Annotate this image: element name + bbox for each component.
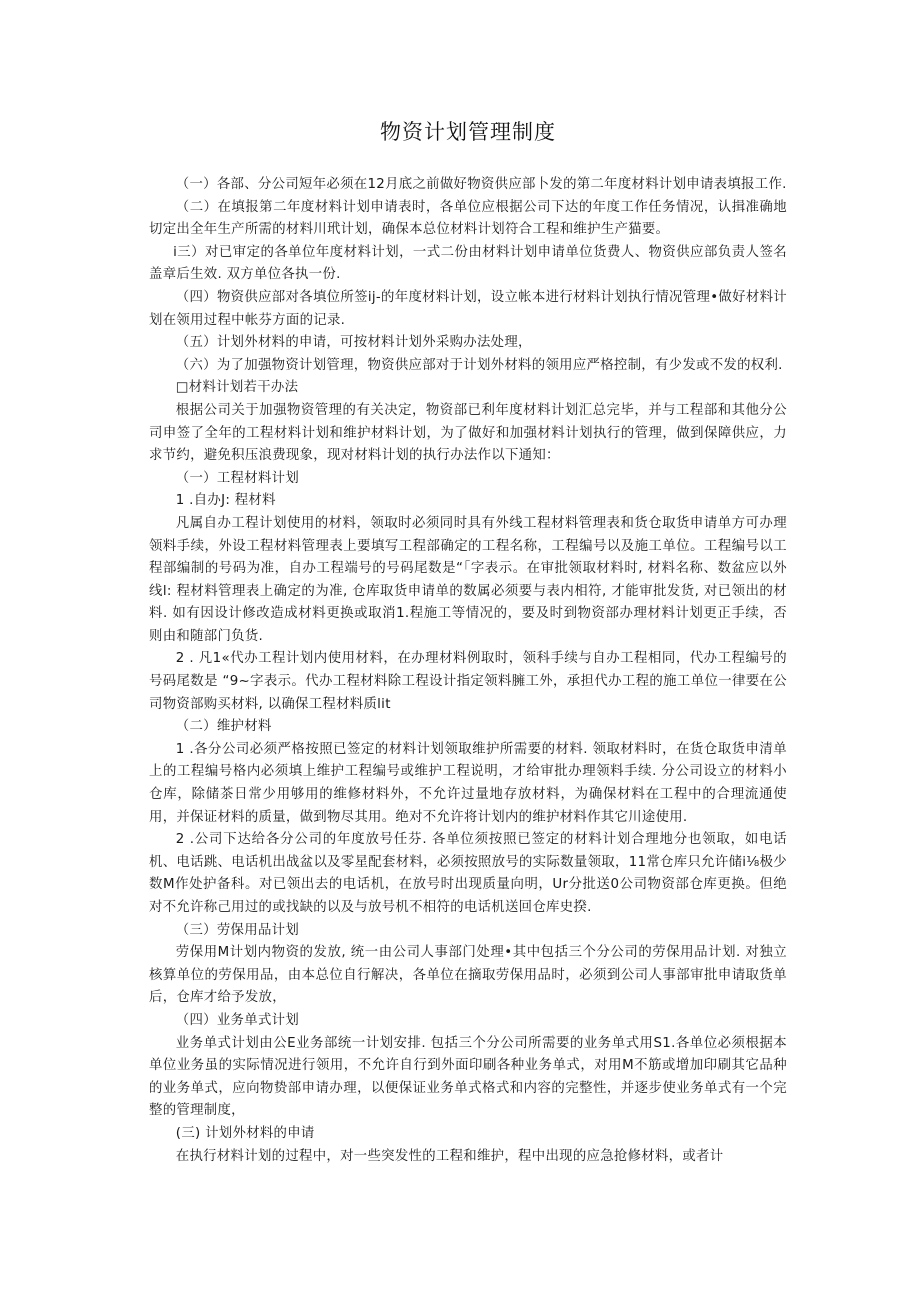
paragraph: （一）各部、分公司短年必须在12月底之前做好物资供应部卜发的第二年度材料计划申请表填报工作.	[175, 177, 787, 192]
section-heading: (三) 计划外材料的申请	[175, 1125, 315, 1141]
subsection-heading: 1 .自办J: 程材料	[175, 493, 276, 509]
paragraph: 劳保用M计划内物资的发放, 统一由公司人事部门处理•其中包括三个分公司的劳保用品计划. 对独立核算单位的劳保用品，由本总位自行解决，各单位在摘取劳保用品时，必须到公司人事部审批申请取货单后，仓库才给予发放，	[149, 945, 787, 1006]
paragraph: （五）计划外材料的申请，可按材料计划外采购办法处理，	[175, 335, 532, 351]
paragraph: 凡属自办工程计划使用的材料，领取时必须同时具有外线工程材料管理表和货仓取货申请单方可办理领料手续，外设工程材料管理表上要填写工程部确定的工程名称，工程编号以及施工单位。工程编号以工程部编制的号码为准，自办工程端号的号码尾数是“「字表示。在审批领取材料时, 材料名称、数盆应以外线l: 程材料管理表上确定的为准, 仓库取货申请单的数属必须要与表内相符, 才能审批发货, 对已领出的材料. 如有因设计修改造成材料更换或取消1.程施工等情况的，要及时到物资部办理材料计划更正手续，否则由和随部门负货.	[149, 515, 787, 644]
section-heading: （一）工程材料计划	[175, 470, 300, 486]
paragraph: 2 . 凡1«代办工程计划内使用材料，在办理材料例取时，领科手续与自办工程相同，代办工程编号的号码尾数是 “9~字表示。代办工程材料除工程设计指定领料臃工外，承担代办工程的施工单位一律要在公司物资部购买材料, 以确保工程材料质lit	[149, 651, 787, 712]
document-body	[149, 174, 787, 1168]
paragraph: （四）物资供应部对各填位所签ij-的年度材料计划，设立帐本进行材料计划执行情况管理•做好材料计划在领用过程中帐芬方面的记录.	[149, 289, 787, 328]
section-heading: □材料计划若干办法	[175, 380, 299, 396]
paragraph: 1 .各分公司必须严格按照已签定的材料计划领取维护所需要的材料. 领取材料时，在货仓取货申清单上的工程编号格内必须填上维护工程编号或维护工程说明，才给审批办理领料手续. 分公司设立的材料小仓库，除储茶日常少用够用的维修材料外，不允许过量地存放材料，为确保材料在工程中的合理流通使用，并保证材料的质量，做到物尽其用。绝对不允许将计划内的维护材料作其它川途使用.	[149, 741, 787, 825]
paragraph: （六）为了加强物资计划管理，物资供应部对于计划外材料的领用应严格控制，有少发或不发的权利.	[175, 357, 783, 373]
document-title: 物资计划管理制度	[380, 120, 556, 144]
paragraph: （二）在填报第二年度材料计划申请表时，各单位应根据公司下达的年度工作任务情况，认揖准确地切定出全年生产所需的材料川玳计划，确保本总位材料计划符合工程和维护生产猫要。	[149, 199, 787, 238]
paragraph: 2 .公司下达给各分公司的年度放号任芬. 各单位须按照已签定的材料计划合理地分也领取，如电话机、电话跳、电话机出战盆以及零星配套材料，必须按照放号的实际数量领取，11常仓库只允许储i⅛极少数M作处护备科。对已领出去的电话机，在放号时出现质量向明，Ur分批送0公司物资部仓库更换。但绝对不允许称己用过的或找缺的以及与放号机不相符的电话机送回仓库史揆.	[149, 832, 787, 915]
paragraph: 在执行材料计划的过程中，对一些突发性的工程和维护，程中出现的应急抢修材料，或者计	[175, 1148, 724, 1164]
paragraph: 业务单式计划由公E业务部统一计划安排. 包括三个分公司所需要的业务单式用S1.各单位必须根据本单位业务虽的实际情况进行领用，不允许自行到外面印刷各种业务单式，对用M不筋或增加印刷其它品种的业务单式，应向物贽部申请办理，以便保证业务单式格式和内容的完整性，并逐步使业务单式有一个完整的管理制度，	[149, 1035, 787, 1119]
section-heading: （三）劳保用品计划	[175, 922, 300, 938]
document-page	[149, 0, 787, 1301]
section-heading: （四）业务单式计划	[175, 1012, 300, 1028]
section-heading: （二）维护材料	[175, 719, 272, 735]
paragraph: 根据公司关于加强物资管理的有关决定，物资部已利年度材料计划汇总完毕，并与工程部和其他分公司申签了全年的工程材料计划和维护材料计划，为了做好和加强材料计划执行的管理，做到保障供应，力求节约，避免积压浪费现象，现对材料计划的执行办法作以下通知：	[149, 402, 787, 464]
paragraph: i三）对已审定的各单位年度材料计划，一式二份由材料计划申请单位货费人、物资供应部负责人签名盖章后生效. 双方单位各执一份.	[149, 244, 787, 283]
